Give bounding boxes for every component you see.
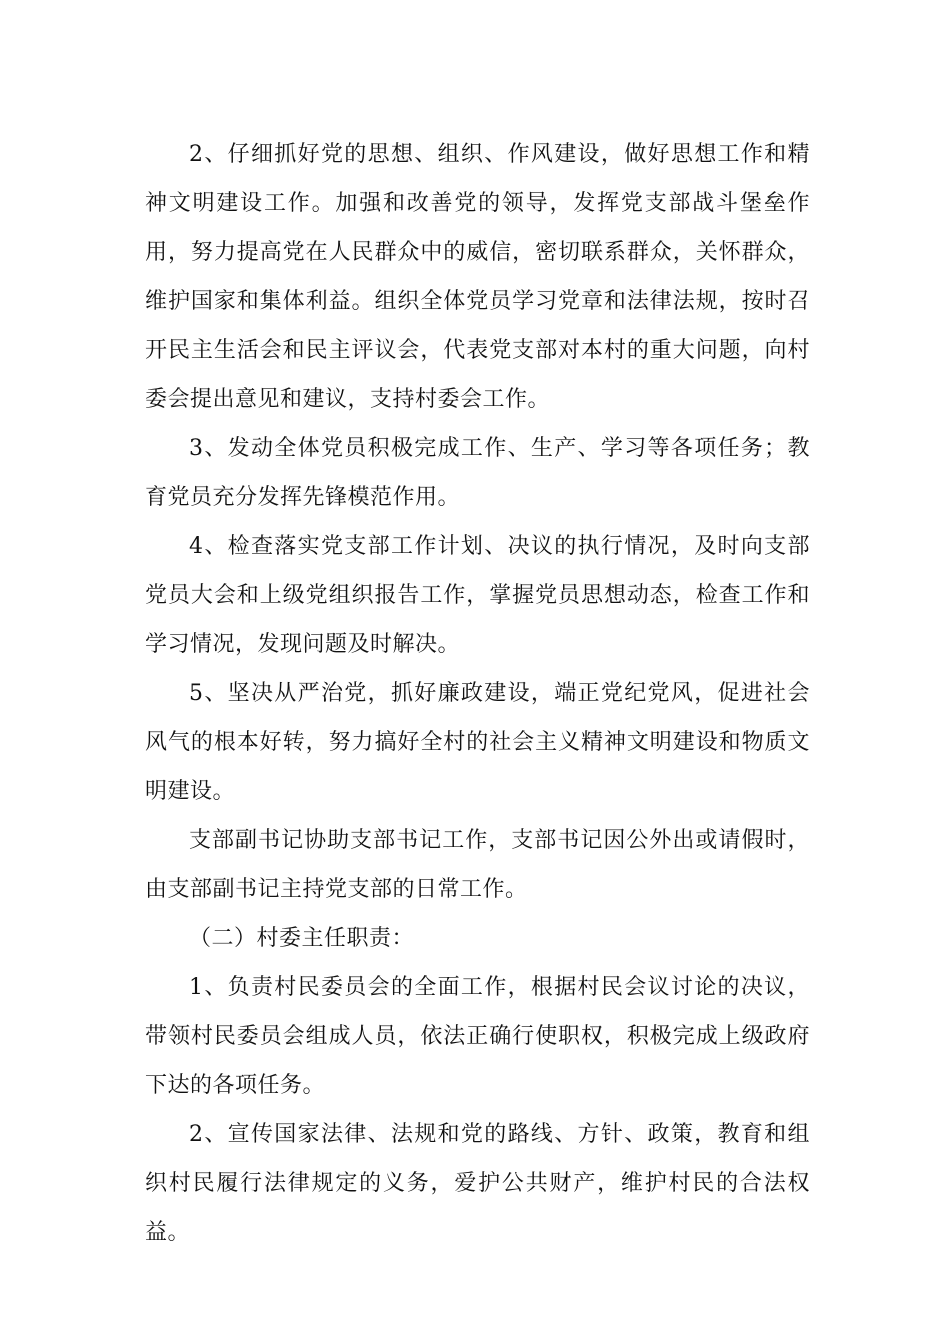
paragraph-committee-work: 1、负责村民委员会的全面工作，根据村民会议讨论的决议，带领村民委员会组成人员，依法正确行使职权，积极完成上级政府下达的各项任务。 (145, 975, 810, 1098)
paragraph-mobilize-members: 3、发动全体党员积极完成工作、生产、学习等各项任务；教育党员充分发挥先锋模范作用。 (145, 436, 810, 510)
paragraph-party-building: 2、仔细抓好党的思想、组织、作风建设，做好思想工作和精神文明建设工作。加强和改善党的领导，发挥党支部战斗堡垒作用，努力提高党在人民群众中的威信，密切联系群众，关怀群众，维护国家和集体利益。组织全体党员学习党章和法律法规，按时召开民主生活会和民主评议会，代表党支部对本村的重大问题，向村委会提出意见和建议，支持村委会工作。 (145, 142, 810, 412)
paragraph-inspect-implementation: 4、检查落实党支部工作计划、决议的执行情况，及时向支部党员大会和上级党组织报告工作，掌握党员思想动态，检查工作和学习情况，发现问题及时解决。 (145, 534, 810, 657)
paragraph-publicize-laws: 2、宣传国家法律、法规和党的路线、方针、政策，教育和组织村民履行法律规定的义务，爱护公共财产，维护村民的合法权益。 (145, 1122, 810, 1245)
paragraph-deputy-secretary: 支部副书记协助支部书记工作，支部书记因公外出或请假时，由支部副书记主持党支部的日常工作。 (145, 828, 810, 902)
paragraph-strict-governance: 5、坚决从严治党，抓好廉政建设，端正党纪党风，促进社会风气的根本好转，努力搞好全村的社会主义精神文明建设和物质文明建设。 (145, 681, 810, 804)
document-body (145, 130, 810, 1257)
section-heading-village-director: （二）村委主任职责： (189, 926, 415, 951)
